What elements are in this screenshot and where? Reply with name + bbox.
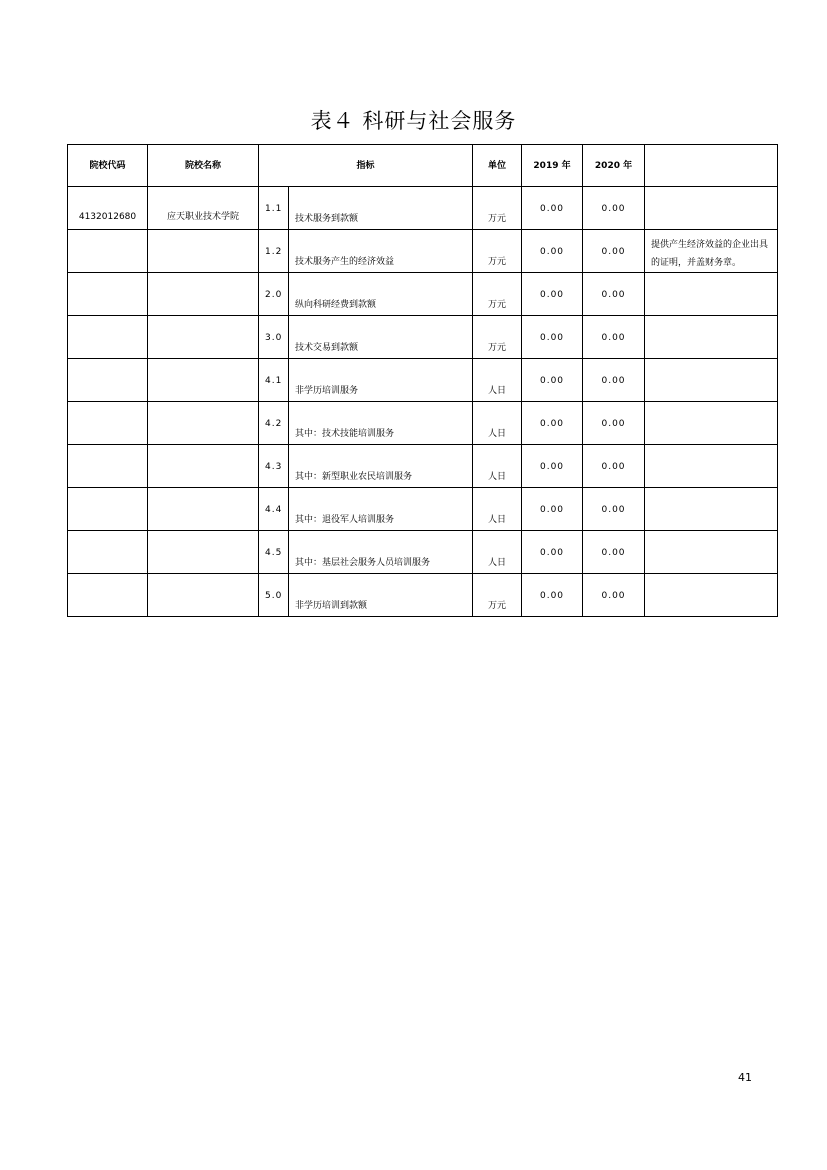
- cell-indicator-text: 纵向科研经费到款额: [295, 300, 377, 310]
- cell-2019: [522, 187, 583, 230]
- cell-number: [259, 230, 289, 273]
- cell-name: [148, 359, 259, 402]
- cell-unit-text: 人日: [488, 472, 507, 482]
- cell-2020-text: 0.00: [601, 462, 626, 472]
- table-row: [68, 273, 778, 316]
- cell-2020: [583, 273, 645, 316]
- cell-unit-text: 人日: [488, 515, 507, 525]
- cell-note: [645, 230, 778, 273]
- cell-name: [148, 445, 259, 488]
- cell-note: [645, 273, 778, 316]
- cell-2019: [522, 316, 583, 359]
- cell-number-text: 4.1: [265, 376, 283, 386]
- table-row: [68, 359, 778, 402]
- cell-code-text: 4132012680: [78, 212, 137, 222]
- cell-2019: [522, 359, 583, 402]
- cell-code: [68, 531, 148, 574]
- cell-indicator-text: 其中：退役军人培训服务: [295, 515, 395, 525]
- cell-2020-text: 0.00: [601, 204, 626, 214]
- cell-unit: [473, 574, 522, 617]
- header-note: [645, 145, 778, 187]
- cell-indicator: [289, 531, 473, 574]
- cell-2020: [583, 488, 645, 531]
- cell-2020: [583, 359, 645, 402]
- cell-2020: [583, 230, 645, 273]
- cell-indicator: [289, 359, 473, 402]
- cell-2020-text: 0.00: [601, 290, 626, 300]
- cell-indicator: [289, 402, 473, 445]
- research-service-table: [67, 144, 778, 617]
- cell-2019: [522, 445, 583, 488]
- cell-indicator-text: 技术服务产生的经济效益: [295, 257, 395, 267]
- cell-unit: [473, 359, 522, 402]
- cell-name: [148, 230, 259, 273]
- cell-number: [259, 488, 289, 531]
- cell-2019: [522, 273, 583, 316]
- table-row: [68, 316, 778, 359]
- cell-2019-text: 0.00: [539, 204, 565, 214]
- cell-2019-text: 0.00: [539, 290, 565, 300]
- cell-note: [645, 187, 778, 230]
- page-number: 41: [738, 1071, 752, 1084]
- header-unit: 单位: [473, 145, 522, 187]
- table-header-row: [68, 145, 778, 187]
- cell-2020-text: 0.00: [601, 548, 626, 558]
- cell-number-text: 2.0: [265, 290, 283, 300]
- cell-2019: [522, 531, 583, 574]
- cell-code: [68, 273, 148, 316]
- table-row: [68, 402, 778, 445]
- cell-number: [259, 187, 289, 230]
- cell-unit-text: 人日: [488, 386, 507, 396]
- cell-code: [68, 316, 148, 359]
- cell-2019-text: 0.00: [539, 505, 565, 515]
- header-name: 院校名称: [148, 145, 259, 187]
- cell-number: [259, 402, 289, 445]
- cell-unit: [473, 488, 522, 531]
- cell-unit: [473, 445, 522, 488]
- table-row: [68, 445, 778, 488]
- cell-2020: [583, 402, 645, 445]
- cell-2020-text: 0.00: [601, 591, 626, 601]
- cell-unit-text: 万元: [488, 214, 507, 224]
- cell-unit: [473, 531, 522, 574]
- cell-note: [645, 402, 778, 445]
- cell-2020-text: 0.00: [601, 333, 626, 343]
- cell-indicator-text: 其中：技术技能培训服务: [295, 429, 395, 439]
- cell-name: [148, 574, 259, 617]
- cell-indicator-text: 其中：新型职业农民培训服务: [295, 472, 413, 482]
- header-indicator: 指标: [259, 145, 473, 187]
- cell-2019: [522, 402, 583, 445]
- cell-2019-text: 0.00: [539, 419, 565, 429]
- cell-indicator: [289, 488, 473, 531]
- cell-note-text: 提供产生经济效益的企业出具的证明，并盖财务章。: [651, 240, 769, 268]
- table-row: [68, 230, 778, 273]
- header-code: 院校代码: [68, 145, 148, 187]
- cell-2020-text: 0.00: [601, 419, 626, 429]
- cell-number: [259, 359, 289, 402]
- cell-indicator-text: 技术交易到款额: [295, 343, 359, 353]
- cell-note: [645, 488, 778, 531]
- table-row: [68, 574, 778, 617]
- cell-note: [645, 359, 778, 402]
- cell-number-text: 4.4: [265, 505, 283, 515]
- cell-2019-text: 0.00: [539, 333, 565, 343]
- cell-unit-text: 万元: [488, 300, 507, 310]
- cell-unit-text: 万元: [488, 257, 507, 267]
- cell-2020-text: 0.00: [601, 247, 626, 257]
- cell-unit: [473, 187, 522, 230]
- cell-code: [68, 574, 148, 617]
- cell-note: [645, 316, 778, 359]
- cell-indicator: [289, 273, 473, 316]
- cell-unit-text: 人日: [488, 429, 507, 439]
- cell-code: [68, 187, 148, 230]
- cell-2019-text: 0.00: [539, 376, 565, 386]
- cell-number-text: 4.2: [265, 419, 283, 429]
- header-2019: 2019 年: [522, 145, 583, 187]
- cell-2019: [522, 488, 583, 531]
- cell-number: [259, 574, 289, 617]
- cell-name: [148, 316, 259, 359]
- cell-code: [68, 359, 148, 402]
- cell-name: [148, 488, 259, 531]
- cell-indicator: [289, 445, 473, 488]
- cell-number-text: 5.0: [265, 591, 283, 601]
- cell-2020: [583, 574, 645, 617]
- cell-2020: [583, 316, 645, 359]
- cell-code: [68, 402, 148, 445]
- cell-2020: [583, 445, 645, 488]
- cell-indicator-text: 其中：基层社会服务人员培训服务: [295, 558, 431, 568]
- cell-unit: [473, 402, 522, 445]
- cell-unit-text: 万元: [488, 601, 507, 611]
- cell-2020-text: 0.00: [601, 376, 626, 386]
- cell-name: [148, 187, 259, 230]
- page-title: 表４ 科研与社会服务: [310, 109, 517, 133]
- cell-2020-text: 0.00: [601, 505, 626, 515]
- table-row: [68, 187, 778, 230]
- cell-2020: [583, 187, 645, 230]
- cell-unit-text: 人日: [488, 558, 507, 568]
- cell-note: [645, 574, 778, 617]
- cell-unit: [473, 316, 522, 359]
- cell-note: [645, 445, 778, 488]
- cell-note: [645, 531, 778, 574]
- cell-number-text: 1.1: [265, 204, 283, 214]
- cell-code: [68, 230, 148, 273]
- table-row: [68, 531, 778, 574]
- cell-2019: [522, 230, 583, 273]
- cell-2019-text: 0.00: [539, 591, 565, 601]
- cell-number: [259, 531, 289, 574]
- cell-name: [148, 402, 259, 445]
- cell-code: [68, 488, 148, 531]
- cell-indicator-text: 非学历培训服务: [295, 386, 359, 396]
- cell-2019-text: 0.00: [539, 462, 565, 472]
- cell-code: [68, 445, 148, 488]
- cell-name-text: 应天职业技术学院: [166, 212, 239, 222]
- cell-number-text: 4.5: [265, 548, 283, 558]
- cell-number: [259, 316, 289, 359]
- cell-indicator: [289, 230, 473, 273]
- cell-number-text: 4.3: [265, 462, 283, 472]
- cell-name: [148, 531, 259, 574]
- cell-2019-text: 0.00: [539, 247, 565, 257]
- cell-unit-text: 万元: [488, 343, 507, 353]
- cell-number-text: 3.0: [265, 333, 283, 343]
- cell-2020: [583, 531, 645, 574]
- cell-name: [148, 273, 259, 316]
- cell-number: [259, 273, 289, 316]
- cell-indicator-text: 技术服务到款额: [295, 214, 359, 224]
- cell-indicator: [289, 187, 473, 230]
- cell-2019-text: 0.00: [539, 548, 565, 558]
- cell-number: [259, 445, 289, 488]
- cell-2019: [522, 574, 583, 617]
- cell-indicator: [289, 574, 473, 617]
- cell-number-text: 1.2: [265, 247, 283, 257]
- cell-unit: [473, 230, 522, 273]
- cell-unit: [473, 273, 522, 316]
- cell-indicator-text: 非学历培训到款额: [295, 601, 368, 611]
- cell-indicator: [289, 316, 473, 359]
- header-2020: 2020 年: [583, 145, 645, 187]
- table-row: [68, 488, 778, 531]
